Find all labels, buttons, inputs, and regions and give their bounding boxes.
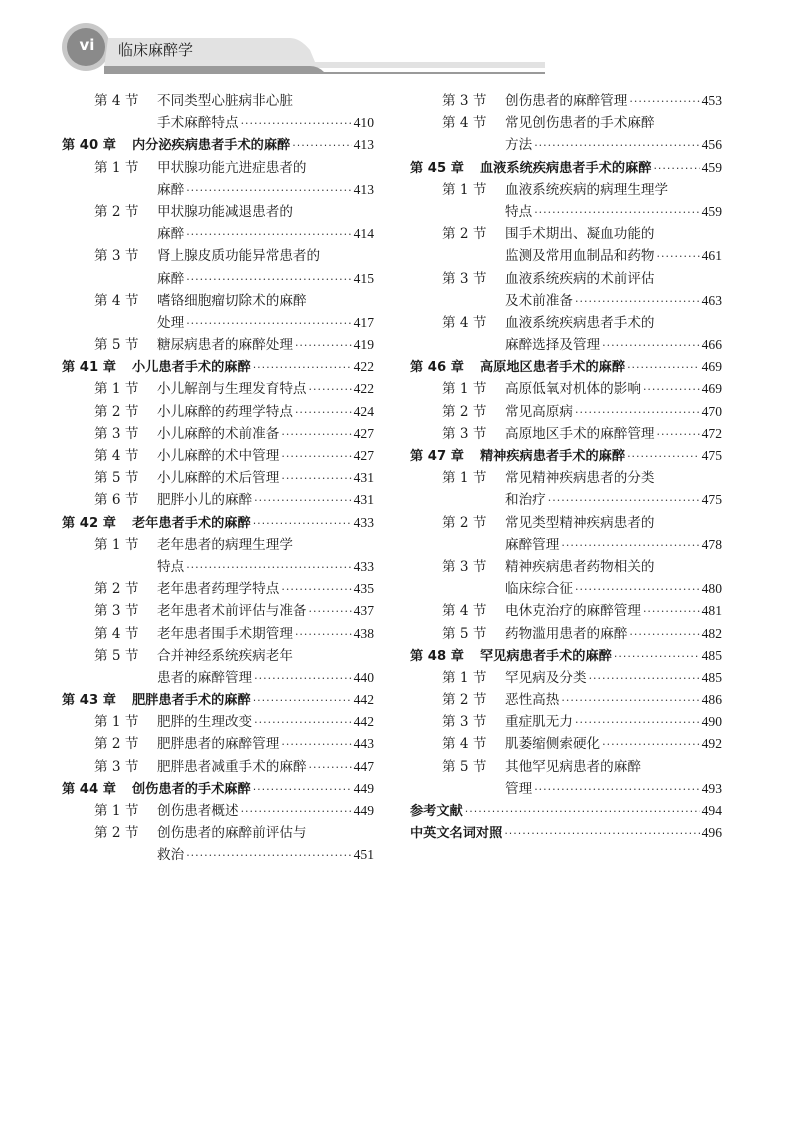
toc-section-row: [62, 733, 374, 755]
page-ref: 438: [353, 625, 374, 641]
entry-title: 老年患者手术的麻醉: [132, 515, 251, 531]
entry-title: 糖尿病患者的麻醉处理: [157, 337, 293, 354]
page-ref: 437: [353, 603, 374, 619]
toc-chapter-row: [410, 800, 722, 822]
page-ref: 456: [701, 137, 722, 153]
section-label: 第 4 节: [94, 625, 139, 642]
page-ref: 480: [701, 581, 722, 597]
dot-leader: [241, 801, 352, 823]
entry-title: 创伤患者的麻醉管理: [505, 93, 628, 109]
section-label: 第 1 节: [94, 714, 139, 731]
dot-leader: [575, 712, 700, 734]
toc-section-row: [62, 378, 374, 400]
section-label: 第 1 节: [442, 181, 487, 198]
entry-title: 参考文献: [410, 804, 463, 819]
toc-continuation-row: [62, 268, 374, 290]
section-label: 第 5 节: [94, 647, 139, 664]
entry-title: 精神疾病患者药物相关的: [505, 558, 655, 575]
toc-section-row: [410, 179, 722, 201]
toc-chapter-row: [410, 645, 722, 667]
section-label: 第 3 节: [94, 425, 139, 442]
dot-leader: [602, 335, 699, 357]
toc-section-row: [410, 312, 722, 334]
chapter-label: 第 40 章: [62, 138, 116, 154]
toc-section-row: [410, 689, 722, 711]
page-ref: 453: [701, 93, 722, 108]
entry-title: 创伤患者的麻醉前评估与: [157, 825, 307, 842]
page-ref: 415: [353, 270, 374, 286]
dot-leader: [295, 402, 352, 424]
entry-title: 小儿麻醉的术前准备: [157, 425, 280, 442]
toc-continuation-row: [410, 134, 722, 156]
entry-title: 高原地区手术的麻醉管理: [505, 425, 655, 442]
page-ref: 417: [353, 314, 374, 330]
page-ref: 496: [701, 825, 722, 841]
toc-chapter-row: [410, 157, 722, 179]
toc-section-row: [62, 489, 374, 511]
chapter-label: 第 43 章: [62, 693, 116, 709]
section-label: 第 1 节: [94, 803, 139, 819]
toc-section-row: [62, 445, 374, 467]
page-ref: 422: [353, 381, 374, 397]
toc-continuation-row: [410, 334, 722, 356]
entry-title: 电休克治疗的麻醉管理: [505, 603, 641, 620]
toc-continuation-row: [62, 223, 374, 245]
dot-leader: [643, 379, 700, 401]
entry-title: 小儿解剖与生理发育特点: [157, 381, 307, 398]
toc-section-row: [410, 378, 722, 400]
entry-title: 肥胖的生理改变: [157, 714, 253, 731]
dot-leader: [627, 357, 700, 379]
entry-title: 肾上腺皮质功能异常患者的: [157, 248, 321, 265]
dot-leader: [627, 446, 700, 468]
page-ref: 478: [701, 536, 722, 552]
page-ref: 469: [701, 359, 722, 375]
entry-title: 高原低氧对机体的影响: [505, 381, 641, 398]
section-label: 第 2 节: [442, 692, 487, 709]
section-label: 第 2 节: [442, 226, 487, 243]
entry-title: 中英文名词对照: [410, 826, 503, 842]
section-label: 第 1 节: [442, 669, 487, 686]
dot-leader: [281, 734, 351, 756]
page-ref: 427: [353, 448, 374, 463]
toc-continuation-row: [410, 245, 722, 267]
entry-title: 小儿麻醉的药理学特点: [157, 403, 293, 420]
dot-leader: [653, 158, 699, 180]
page-ref: 463: [701, 292, 722, 308]
section-label: 第 4 节: [442, 115, 487, 132]
section-label: 第 4 节: [94, 93, 139, 109]
entry-title: 特点: [505, 203, 533, 220]
entry-title: 老年患者术前评估与准备: [157, 603, 307, 620]
toc-section-row: [410, 600, 722, 622]
chapter-label: 第 47 章: [410, 449, 464, 464]
entry-title: 肥胖患者手术的麻醉: [132, 693, 251, 709]
dot-leader: [186, 557, 351, 579]
entry-title: 高原地区患者手术的麻醉: [480, 360, 626, 376]
toc-section-row: [62, 157, 374, 179]
section-label: 第 5 节: [94, 337, 139, 354]
page-ref: 490: [701, 714, 722, 730]
page-ref: 442: [353, 714, 374, 730]
entry-title: 血液系统疾病患者手术的麻醉: [480, 160, 652, 176]
entry-title: 小儿患者手术的麻醉: [132, 360, 251, 376]
dot-leader: [629, 91, 699, 113]
dot-leader: [602, 734, 699, 756]
toc-section-row: [410, 401, 722, 423]
toc-section-row: [62, 578, 374, 600]
dot-leader: [253, 357, 352, 379]
chapter-label: 第 46 章: [410, 360, 464, 376]
toc-section-row: [62, 401, 374, 423]
toc-section-row: [62, 334, 374, 356]
dot-leader: [253, 779, 352, 801]
toc-section-row: [62, 290, 374, 312]
entry-title: 方法: [505, 137, 533, 154]
section-label: 第 1 节: [442, 470, 487, 487]
dot-leader: [186, 269, 351, 291]
toc-chapter-row: [62, 512, 374, 534]
page-ref: 433: [353, 514, 374, 530]
chapter-label: 第 41 章: [62, 360, 116, 376]
section-label: 第 1 节: [442, 381, 487, 398]
entry-title: 血液系统疾病患者手术的: [505, 314, 655, 331]
toc-continuation-row: [62, 312, 374, 334]
section-label: 第 3 节: [94, 603, 139, 620]
toc-section-row: [62, 756, 374, 778]
entry-title: 常见类型精神疾病患者的: [505, 514, 655, 531]
toc-chapter-row: [62, 778, 374, 800]
section-label: 第 1 节: [94, 159, 139, 176]
section-label: 第 2 节: [94, 581, 139, 598]
entry-title: 不同类型心脏病非心脏: [157, 93, 293, 109]
entry-title: 特点: [157, 558, 185, 575]
entry-title: 肥胖患者减重手术的麻醉: [157, 758, 307, 775]
entry-title: 麻醉: [157, 181, 185, 198]
toc-section-row: [62, 201, 374, 223]
toc-section-row: [62, 711, 374, 733]
page-ref: 494: [701, 803, 722, 818]
page-ref: 493: [701, 780, 722, 796]
toc-section-row: [62, 822, 374, 844]
entry-title: 药物滥用患者的麻醉: [505, 625, 628, 642]
toc-chapter-row: [410, 822, 722, 844]
entry-title: 肥胖小儿的麻醉: [157, 492, 253, 509]
dot-leader: [548, 490, 700, 512]
page-ref: 410: [353, 115, 374, 131]
page-ref: 447: [353, 758, 374, 774]
toc-continuation-row: [62, 844, 374, 866]
dot-leader: [561, 690, 699, 712]
section-label: 第 2 节: [442, 403, 487, 420]
entry-title: 患者的麻醉管理: [157, 669, 253, 686]
toc-section-row: [62, 534, 374, 556]
toc-section-row: [410, 733, 722, 755]
page-ref: 440: [353, 669, 374, 685]
dot-leader: [292, 135, 351, 157]
toc-chapter-row: [62, 356, 374, 378]
section-label: 第 3 节: [442, 558, 487, 575]
toc-continuation-row: [410, 778, 722, 800]
dot-leader: [657, 424, 700, 446]
page-ref: 442: [353, 692, 374, 708]
toc-chapter-row: [62, 689, 374, 711]
entry-title: 监测及常用血制品和药物: [505, 248, 655, 265]
page-ref: 469: [701, 381, 722, 397]
entry-title: 救治: [157, 847, 185, 864]
section-label: 第 4 节: [94, 292, 139, 309]
page-ref: 431: [353, 492, 374, 508]
dot-leader: [281, 424, 351, 446]
page-ref: 449: [353, 803, 374, 818]
toc-continuation-row: [62, 667, 374, 689]
page-ref: 435: [353, 581, 374, 597]
entry-title: 麻醉: [157, 226, 185, 243]
entry-title: 恶性高热: [505, 692, 560, 709]
dot-leader: [241, 113, 352, 135]
dot-leader: [254, 490, 351, 512]
entry-title: 创伤患者概述: [157, 803, 239, 819]
toc-continuation-row: [410, 489, 722, 511]
page-ref: 424: [353, 403, 374, 419]
entry-title: 重症肌无力: [505, 714, 573, 731]
page-ref: 451: [353, 847, 374, 863]
section-label: 第 4 节: [442, 314, 487, 331]
entry-title: 常见高原病: [505, 403, 573, 420]
entry-title: 麻醉管理: [505, 536, 560, 553]
entry-title: 手术麻醉特点: [157, 115, 239, 132]
page-header: [0, 0, 800, 90]
toc-section-row: [410, 711, 722, 733]
section-label: 第 4 节: [94, 448, 139, 464]
toc-section-row: [410, 423, 722, 445]
page-ref: 449: [353, 780, 374, 796]
page-ref: 427: [353, 425, 374, 441]
toc-continuation-row: [62, 112, 374, 134]
dot-leader: [614, 646, 700, 668]
page-ref: 466: [701, 337, 722, 353]
dot-leader: [186, 845, 351, 867]
section-label: 第 3 节: [94, 248, 139, 265]
section-label: 第 2 节: [442, 514, 487, 531]
toc-chapter-row: [62, 134, 374, 156]
toc-chapter-row: [410, 356, 722, 378]
dot-leader: [504, 823, 699, 845]
page-ref: 486: [701, 692, 722, 708]
entry-title: 及术前准备: [505, 292, 573, 309]
toc-section-row: [410, 756, 722, 778]
page-ref: 461: [701, 248, 722, 264]
dot-leader: [575, 579, 700, 601]
dot-leader: [186, 180, 351, 202]
entry-title: 内分泌疾病患者手术的麻醉: [132, 138, 291, 154]
toc-section-row: [410, 667, 722, 689]
dot-leader: [534, 135, 699, 157]
section-label: 第 6 节: [94, 492, 139, 509]
toc-section-row: [62, 423, 374, 445]
toc-section-row: [62, 600, 374, 622]
entry-title: 罕见病及分类: [505, 669, 587, 686]
dot-leader: [281, 468, 351, 490]
dot-leader: [281, 579, 351, 601]
toc-section-row: [62, 245, 374, 267]
dot-leader: [575, 291, 700, 313]
entry-title: 血液系统疾病的病理生理学: [505, 181, 669, 198]
page-ref: 482: [701, 625, 722, 641]
page-ref: 485: [701, 647, 722, 663]
section-label: 第 2 节: [94, 825, 139, 842]
page-ref: 459: [701, 203, 722, 219]
toc-left-column: [62, 90, 374, 867]
entry-title: 常见精神疾病患者的分类: [505, 470, 655, 487]
dot-leader: [186, 224, 351, 246]
section-label: 第 3 节: [442, 714, 487, 731]
entry-title: 肥胖患者的麻醉管理: [157, 736, 280, 753]
entry-title: 小儿麻醉的术中管理: [157, 448, 280, 464]
entry-title: 肌萎缩侧索硬化: [505, 736, 601, 753]
chapter-label: 第 44 章: [62, 781, 116, 797]
entry-title: 围手术期出、凝血功能的: [505, 226, 655, 243]
page-ref: 413: [353, 137, 374, 153]
dot-leader: [309, 379, 352, 401]
toc-section-row: [410, 512, 722, 534]
section-label: 第 5 节: [442, 758, 487, 775]
entry-title: 嗜铬细胞瘤切除术的麻醉: [157, 292, 307, 309]
entry-title: 临床综合征: [505, 581, 573, 598]
entry-title: 麻醉选择及管理: [505, 337, 601, 354]
dot-leader: [253, 690, 352, 712]
section-label: 第 4 节: [442, 603, 487, 620]
entry-title: 老年患者围手术期管理: [157, 625, 293, 642]
dot-leader: [465, 801, 700, 823]
dot-leader: [657, 246, 700, 268]
dot-leader: [309, 757, 352, 779]
section-label: 第 5 节: [442, 625, 487, 642]
page-ref: 422: [353, 359, 374, 375]
dot-leader: [534, 779, 699, 801]
toc-continuation-row: [410, 201, 722, 223]
chapter-label: 第 48 章: [410, 648, 464, 664]
toc-section-row: [62, 90, 374, 112]
entry-title: 甲状腺功能亢进症患者的: [157, 159, 307, 176]
dot-leader: [561, 535, 699, 557]
dot-leader: [643, 601, 700, 623]
toc-section-row: [62, 645, 374, 667]
dot-leader: [534, 202, 699, 224]
entry-title: 麻醉: [157, 270, 185, 287]
toc-chapter-row: [410, 445, 722, 467]
toc-continuation-row: [410, 290, 722, 312]
page-ref: 431: [353, 470, 374, 486]
entry-title: 罕见病患者手术的麻醉: [480, 648, 612, 664]
entry-title: 甲状腺功能减退患者的: [157, 203, 293, 220]
entry-title: 老年患者的病理生理学: [157, 536, 293, 553]
dot-leader: [186, 313, 351, 335]
page-ref: 443: [353, 736, 374, 752]
page-ref: 472: [701, 425, 722, 441]
dot-leader: [629, 624, 699, 646]
toc-continuation-row: [62, 179, 374, 201]
chapter-label: 第 45 章: [410, 160, 464, 176]
page-ref: 459: [701, 159, 722, 175]
toc-section-row: [410, 268, 722, 290]
page-number: vi: [79, 36, 95, 54]
page-ref: 492: [701, 736, 722, 752]
dot-leader: [295, 335, 352, 357]
entry-title: 创伤患者的手术麻醉: [132, 781, 251, 797]
dot-leader: [575, 402, 700, 424]
dot-leader: [309, 601, 352, 623]
page-ref: 433: [353, 558, 374, 574]
page-ref: 475: [701, 448, 722, 463]
section-label: 第 1 节: [94, 381, 139, 398]
toc-continuation-row: [62, 556, 374, 578]
toc-section-row: [62, 623, 374, 645]
entry-title: 常见创伤患者的手术麻醉: [505, 115, 655, 132]
section-label: 第 3 节: [442, 270, 487, 287]
entry-title: 管理: [505, 780, 533, 797]
entry-title: 其他罕见病患者的麻醉: [505, 758, 641, 775]
entry-title: 合并神经系统疾病老年: [157, 647, 293, 664]
dot-leader: [589, 668, 700, 690]
toc-continuation-row: [410, 578, 722, 600]
section-label: 第 2 节: [94, 203, 139, 220]
chapter-label: 第 42 章: [62, 515, 116, 531]
entry-title: 处理: [157, 314, 185, 331]
dot-leader: [295, 624, 352, 646]
page-ref: 475: [701, 492, 722, 508]
toc-section-row: [410, 623, 722, 645]
dot-leader: [254, 712, 351, 734]
page-ref: 481: [701, 603, 722, 619]
toc-section-row: [410, 467, 722, 489]
toc-section-row: [410, 223, 722, 245]
entry-title: 精神疾病患者手术的麻醉: [480, 449, 626, 464]
book-title: 临床麻醉学: [118, 41, 194, 59]
section-label: 第 4 节: [442, 736, 487, 753]
section-label: 第 3 节: [442, 93, 487, 109]
toc-section-row: [410, 90, 722, 112]
page-ref: 414: [353, 226, 374, 242]
section-label: 第 1 节: [94, 536, 139, 553]
section-label: 第 5 节: [94, 470, 139, 487]
toc-section-row: [62, 467, 374, 489]
entry-title: 和治疗: [505, 492, 546, 509]
section-label: 第 2 节: [94, 403, 139, 420]
dot-leader: [254, 668, 351, 690]
entry-title: 小儿麻醉的术后管理: [157, 470, 280, 487]
section-label: 第 3 节: [442, 425, 487, 442]
dot-leader: [281, 446, 351, 468]
toc-section-row: [62, 800, 374, 822]
entry-title: 血液系统疾病的术前评估: [505, 270, 655, 287]
toc-right-column: [410, 90, 722, 844]
toc-section-row: [410, 556, 722, 578]
section-label: 第 3 节: [94, 758, 139, 775]
section-label: 第 2 节: [94, 736, 139, 753]
page-ref: 413: [353, 181, 374, 197]
page-ref: 485: [701, 669, 722, 685]
dot-leader: [253, 513, 352, 535]
page-ref: 470: [701, 403, 722, 419]
page-ref: 419: [353, 337, 374, 353]
toc-continuation-row: [410, 534, 722, 556]
entry-title: 老年患者药理学特点: [157, 581, 280, 598]
toc-section-row: [410, 112, 722, 134]
